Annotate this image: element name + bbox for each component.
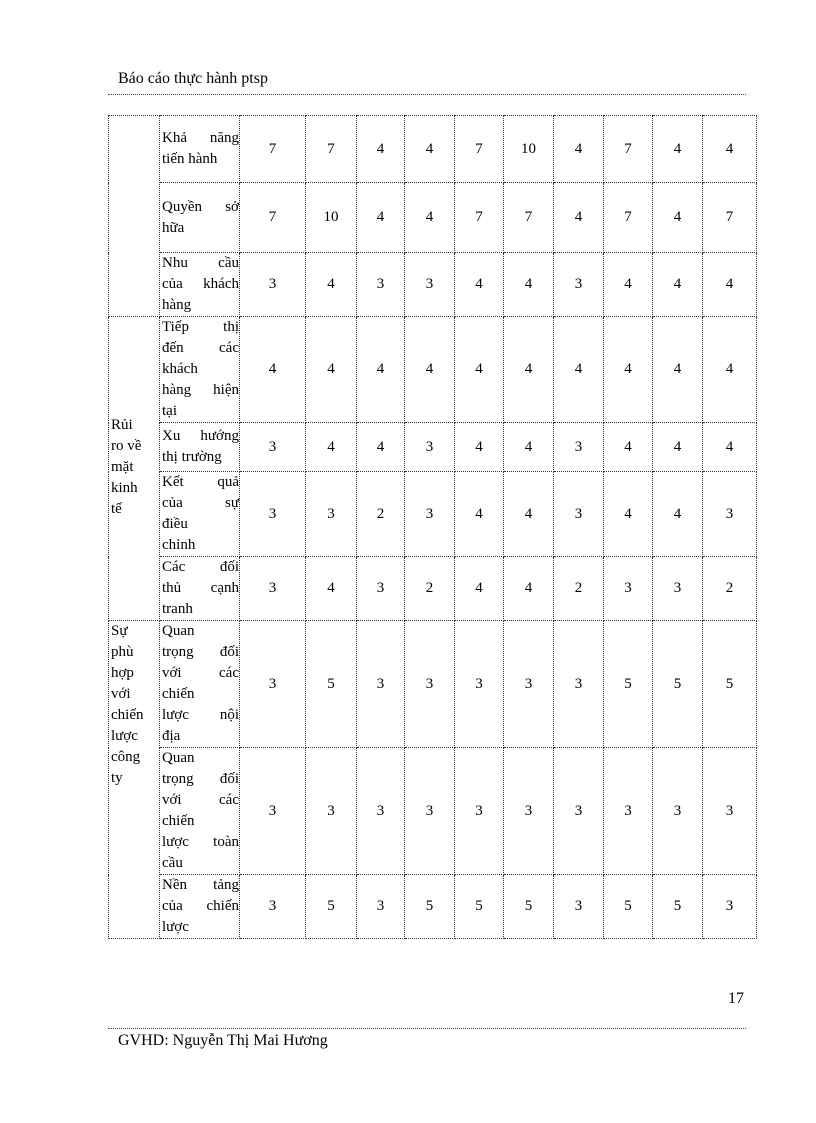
score-cell: 5: [306, 875, 357, 939]
score-cell: 4: [504, 472, 554, 557]
criterion-line: Nhu cầu: [162, 255, 239, 271]
score-cell: 4: [604, 472, 653, 557]
score-cell: 4: [554, 116, 604, 183]
score-cell: 4: [653, 253, 703, 317]
score-cell: 4: [455, 423, 504, 472]
score-cell: 3: [554, 472, 604, 557]
score-cell: 3: [405, 472, 455, 557]
criterion-line: trọng đối: [162, 771, 239, 787]
category-line: hợp: [111, 665, 134, 681]
score-cell: 7: [504, 183, 554, 253]
criterion-cell: [160, 472, 240, 557]
criterion-line: của chiến: [162, 898, 239, 914]
table-row: [109, 472, 757, 557]
table-row: [109, 748, 757, 875]
table-row: [109, 875, 757, 939]
score-cell: 3: [653, 748, 703, 875]
score-cell: 5: [405, 875, 455, 939]
score-cell: 7: [604, 183, 653, 253]
score-cell: 4: [653, 472, 703, 557]
criterion-cell: [160, 621, 240, 748]
criterion-line: Xu hướng: [162, 428, 239, 444]
page-header: Báo cáo thực hành ptsp: [118, 70, 268, 87]
score-cell: 4: [604, 423, 653, 472]
criterion-cell: [160, 748, 240, 875]
score-cell: 3: [554, 253, 604, 317]
score-cell: 5: [703, 621, 757, 748]
criterion-line: lược nội: [162, 707, 239, 723]
score-cell: 4: [306, 253, 357, 317]
score-cell: 2: [357, 472, 405, 557]
score-cell: 10: [504, 116, 554, 183]
score-cell: 4: [554, 183, 604, 253]
score-cell: 5: [455, 875, 504, 939]
score-cell: 4: [653, 317, 703, 423]
score-cell: 3: [455, 748, 504, 875]
category-line: ty: [111, 770, 123, 786]
category-line: lược: [111, 728, 138, 744]
score-cell: 3: [604, 557, 653, 621]
criterion-line: khách: [162, 361, 198, 377]
category-line: công: [111, 749, 141, 765]
criterion-line: hữa: [162, 219, 185, 236]
criterion-line: tiến hành: [162, 151, 218, 167]
score-cell: 3: [240, 748, 306, 875]
score-cell: 3: [455, 621, 504, 748]
score-cell: 3: [240, 253, 306, 317]
score-cell: 4: [405, 183, 455, 253]
criterion-line: của khách: [162, 276, 239, 292]
score-cell: 4: [504, 317, 554, 423]
criterion-line: hàng hiện: [162, 382, 239, 398]
criterion-line: hàng: [162, 297, 192, 313]
score-cell: 4: [504, 557, 554, 621]
score-cell: 7: [306, 116, 357, 183]
score-cell: 4: [405, 116, 455, 183]
category-line: với: [111, 686, 131, 702]
score-cell: 3: [504, 621, 554, 748]
score-cell: 3: [240, 875, 306, 939]
score-cell: 4: [455, 472, 504, 557]
score-cell: 3: [240, 423, 306, 472]
score-cell: 10: [306, 183, 357, 253]
score-cell: 2: [405, 557, 455, 621]
score-cell: 7: [240, 116, 306, 183]
criterion-line: Khả năng: [162, 130, 239, 146]
criterion-line: Quan: [162, 750, 195, 766]
table-row: [109, 253, 757, 317]
evaluation-table: [108, 115, 757, 939]
score-cell: 4: [504, 253, 554, 317]
criterion-cell: [160, 557, 240, 621]
score-cell: 3: [240, 472, 306, 557]
criterion-cell: [160, 875, 240, 939]
table-row: [109, 621, 757, 748]
criterion-cell: [160, 423, 240, 472]
score-cell: 5: [504, 875, 554, 939]
table-row: [109, 317, 757, 423]
score-cell: 4: [306, 557, 357, 621]
category-line: chiến: [111, 707, 144, 723]
score-cell: 3: [703, 875, 757, 939]
criterion-line: đến các: [162, 340, 239, 356]
table-row: [109, 557, 757, 621]
score-cell: 5: [604, 875, 653, 939]
criterion-line: lược toàn: [162, 834, 239, 850]
score-cell: 3: [405, 748, 455, 875]
criterion-line: Kết quả: [162, 474, 239, 490]
header-rule: [108, 94, 746, 95]
criterion-line: Quan: [162, 623, 195, 639]
category-line: Sự: [111, 623, 128, 639]
table-row: [109, 183, 757, 253]
score-cell: 4: [653, 423, 703, 472]
score-cell: 4: [306, 317, 357, 423]
criterion-line: với các: [162, 665, 239, 681]
category-line: tế: [111, 501, 122, 517]
score-cell: 4: [357, 423, 405, 472]
score-cell: 3: [504, 748, 554, 875]
score-cell: 4: [703, 253, 757, 317]
score-cell: 2: [554, 557, 604, 621]
score-cell: 4: [604, 317, 653, 423]
score-cell: 4: [357, 116, 405, 183]
score-cell: 3: [405, 621, 455, 748]
criterion-line: chiến: [162, 813, 195, 829]
table-row: [109, 116, 757, 183]
score-cell: 7: [240, 183, 306, 253]
category-cell: [109, 317, 160, 621]
criterion-line: Tiếp thị: [162, 319, 239, 335]
score-cell: 3: [357, 557, 405, 621]
category-cell: [109, 621, 160, 939]
score-cell: 7: [604, 116, 653, 183]
category-cell: [109, 116, 160, 317]
score-cell: 3: [357, 621, 405, 748]
category-line: mặt: [111, 459, 134, 475]
page-number: 17: [728, 990, 744, 1007]
score-cell: 3: [357, 748, 405, 875]
score-cell: 7: [455, 183, 504, 253]
category-line: phù: [111, 644, 134, 660]
score-cell: 4: [653, 116, 703, 183]
score-cell: 3: [240, 557, 306, 621]
score-cell: 3: [554, 423, 604, 472]
score-cell: 4: [554, 317, 604, 423]
criterion-line: lược: [162, 919, 189, 935]
score-cell: 4: [357, 317, 405, 423]
score-cell: 3: [405, 423, 455, 472]
criterion-cell: [160, 317, 240, 423]
table-row: [109, 423, 757, 472]
score-cell: 3: [306, 472, 357, 557]
criterion-cell: [160, 116, 240, 183]
score-cell: 3: [306, 748, 357, 875]
criterion-line: tranh: [162, 601, 193, 617]
score-cell: 3: [357, 253, 405, 317]
score-cell: 2: [703, 557, 757, 621]
criterion-line: Quyền sở: [162, 198, 239, 215]
score-cell: 7: [703, 183, 757, 253]
score-cell: 4: [504, 423, 554, 472]
score-cell: 4: [703, 423, 757, 472]
score-cell: 4: [357, 183, 405, 253]
category-line: Rủi: [111, 417, 133, 433]
criterion-line: địa: [162, 728, 181, 744]
score-cell: 3: [703, 472, 757, 557]
score-cell: 4: [653, 183, 703, 253]
score-cell: 3: [554, 748, 604, 875]
score-cell: 3: [604, 748, 653, 875]
criterion-line: với các: [162, 792, 239, 808]
score-cell: 3: [357, 875, 405, 939]
score-cell: 4: [703, 317, 757, 423]
score-cell: 3: [554, 875, 604, 939]
score-cell: 4: [306, 423, 357, 472]
score-cell: 7: [455, 116, 504, 183]
score-cell: 4: [703, 116, 757, 183]
score-cell: 4: [240, 317, 306, 423]
score-cell: 3: [554, 621, 604, 748]
footer-rule: [108, 1028, 746, 1029]
score-cell: 5: [653, 621, 703, 748]
criterion-line: trọng đối: [162, 644, 239, 660]
criterion-line: của sự: [162, 495, 239, 511]
score-cell: 3: [653, 557, 703, 621]
footer-instructor: GVHD: Nguyễn Thị Mai Hương: [118, 1032, 328, 1049]
criterion-cell: [160, 183, 240, 253]
criterion-line: chiến: [162, 686, 195, 702]
criterion-line: tại: [162, 403, 177, 419]
score-cell: 5: [306, 621, 357, 748]
score-cell: 3: [405, 253, 455, 317]
score-cell: 4: [604, 253, 653, 317]
score-cell: 5: [604, 621, 653, 748]
criterion-line: điều: [162, 516, 188, 532]
criterion-line: thị trường: [162, 449, 222, 465]
category-line: ro về: [111, 438, 142, 454]
score-cell: 4: [455, 557, 504, 621]
score-cell: 4: [405, 317, 455, 423]
criterion-line: cầu: [162, 855, 183, 871]
criterion-cell: [160, 253, 240, 317]
category-line: kinh: [111, 480, 138, 496]
score-cell: 4: [455, 317, 504, 423]
score-cell: 4: [455, 253, 504, 317]
criterion-line: Nền tảng: [162, 877, 239, 893]
criterion-line: Các đối: [162, 559, 239, 575]
criterion-line: chỉnh: [162, 537, 196, 553]
score-cell: 3: [703, 748, 757, 875]
criterion-line: thủ cạnh: [162, 580, 239, 596]
score-cell: 3: [240, 621, 306, 748]
score-cell: 5: [653, 875, 703, 939]
